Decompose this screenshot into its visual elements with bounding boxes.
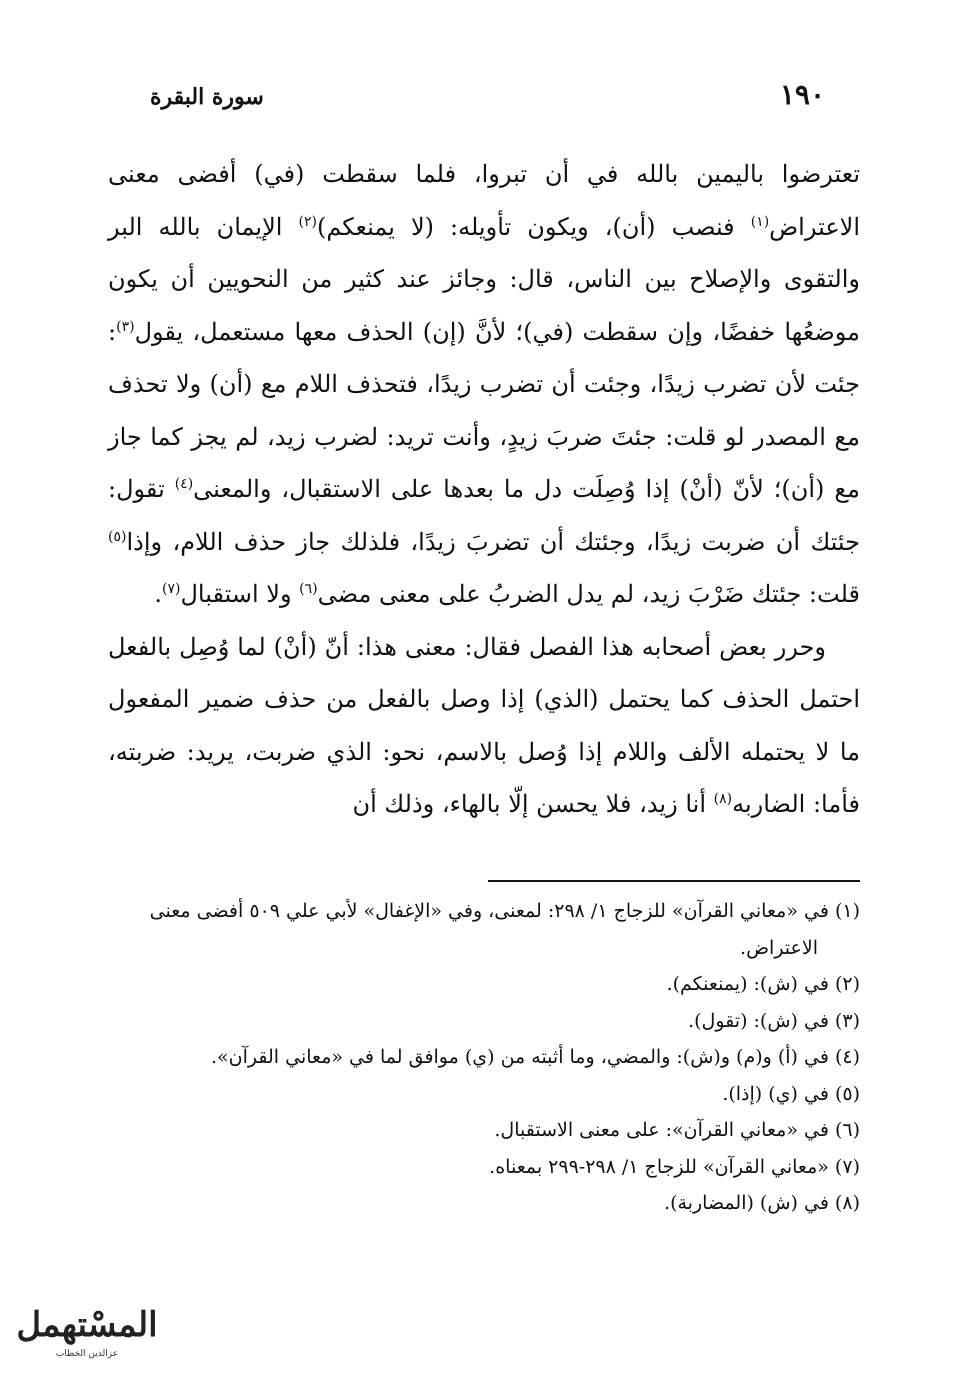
footnote-ref-5: (٥)	[108, 528, 127, 545]
text-run: قلت: جئتك ضَرْبَ زيد، لم يدل الضربُ على معنى مضى	[317, 580, 860, 608]
footnote-2: (٢) في (ش): (يمنعنكم).	[666, 973, 860, 995]
footnote-ref-8: (٨)	[713, 791, 733, 807]
footnote-ref-4: (٤)	[174, 476, 194, 492]
footnote-ref-2: (٢)	[298, 213, 317, 230]
footnote-5: (٥) في (ي) (إذا).	[722, 1082, 860, 1105]
footnotes	[108, 893, 860, 1222]
logo-text: المسْتهمل	[16, 1305, 158, 1345]
footnote-ref-7: (٧)	[162, 581, 181, 597]
footnote-4: (٤) في (أ) و(م) و(ش): والمضي، وما أثبته من (ي) موافق لما في «معاني القرآن».	[211, 1046, 860, 1068]
text-run: أنا زيد، فلا يحسن إلّا بالهاء، وذلك أن	[352, 790, 714, 818]
text-run: : جئت لأن تضرب زيدًا، وجئت أن تضرب زيدًا، فتحذف اللام مع (أن) ولا تحذف مع المصدر لو قلت: جئتَ ضربَ زيدٍ، وأنت تريد: لضرب زيد، لم يجز كما جاز مع (أن)؛ لأنّ (أنْ) إذا وُصِلَت دل ما بعدها على الاستقبال، والمعنى	[108, 317, 860, 503]
footnote-8: (٨) في (ش) (المضاربة).	[664, 1192, 860, 1214]
footnote-7: (٧) «معاني القرآن» للزجاج ١/ ٢٩٨-٢٩٩ بمعناه.	[489, 1155, 860, 1178]
watermark-logo-icon	[12, 1288, 162, 1366]
footnote-divider	[488, 880, 860, 882]
footnote-ref-1: (١)	[750, 213, 770, 230]
text-run: الإيمان بالله البر والتقوى والإصلاح بين الناس، قال: وجائز عند كثير من النحويين أن يكون موضعُها خفضًا، وإن سقطت (في)؛ لأنَّ (إن) الحذف معها مستعمل، يقول	[108, 212, 861, 346]
paragraph-1	[108, 148, 860, 621]
page-header	[150, 78, 825, 118]
footnote-1: (١) في «معاني القرآن» للزجاج ١/ ٢٩٨: لمعنى، وفي «الإغفال» لأبي علي ٥٠٩ أفضى معنى الاعتراض.	[149, 900, 860, 959]
text-run: تقول: جئتك أن ضربت زيدًا، وجئتك أن تضربَ زيدًا، فلذلك جاز حذف اللام، وإذا	[108, 475, 860, 556]
text-run: فنصب (أن)، ويكون تأويله: (لا يمنعكم)	[316, 212, 751, 241]
page-number: ١٩٠	[779, 78, 825, 111]
surah-title: سورة البقرة	[150, 84, 264, 110]
text-run: تعترضوا باليمين بالله في أن تبروا، فلما سقطت (في) أفضى معنى الاعتراض	[108, 160, 860, 241]
footnote-ref-6: (٦)	[299, 581, 318, 597]
footnote-ref-3: (٣)	[116, 318, 135, 335]
logo-subtext: عزالدين الخطاب	[55, 1349, 119, 1359]
footnote-6: (٦) في «معاني القرآن»: على معنى الاستقبال.	[494, 1119, 860, 1141]
paragraph-2	[108, 621, 860, 831]
main-text	[108, 148, 860, 831]
text-run: ولا استقبال	[180, 580, 300, 608]
footnote-3: (٣) في (ش): (تقول).	[688, 1009, 860, 1032]
text-run: وحرر بعض أصحابه هذا الفصل فقال: معنى هذا: أنّ (أنْ) لما وُصِل بالفعل احتمل الحذف كما يحتمل (الذي) إذا وصل بالفعل من حذف ضمير المفعول ما لا يحتمله الألف واللام إذا وُصل بالاسم، نحو: الذي ضربت، يريد: ضربته، فأما: الضاربه	[108, 632, 860, 818]
text-run: .	[154, 580, 163, 608]
